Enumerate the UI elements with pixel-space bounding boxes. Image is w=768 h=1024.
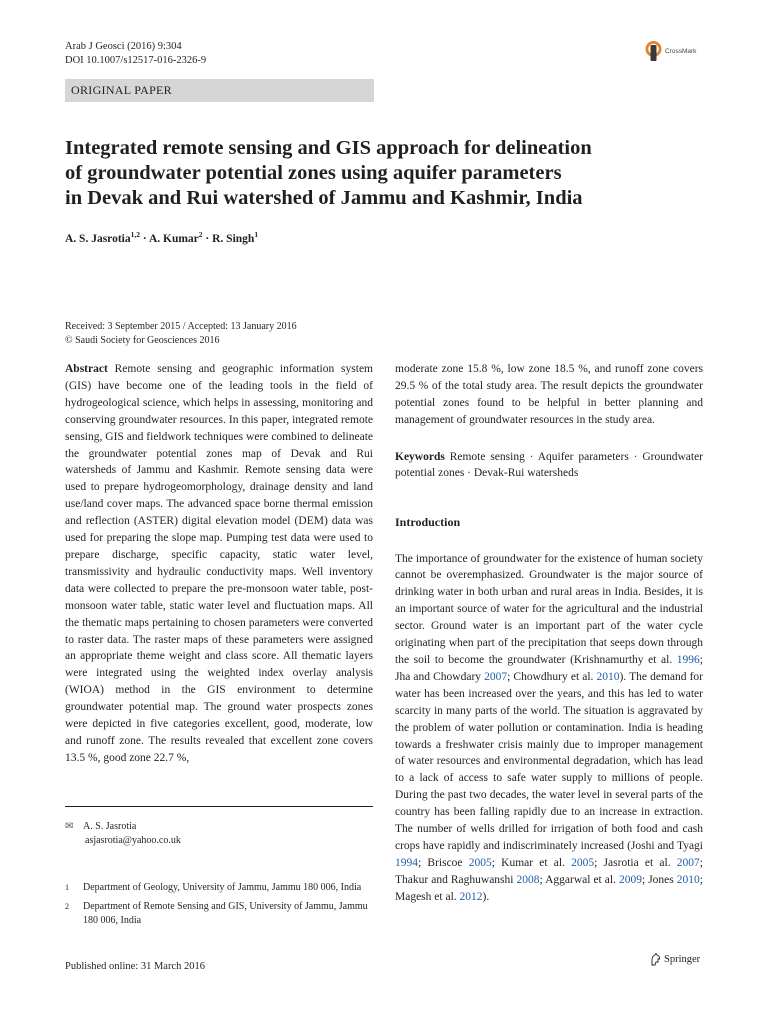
- citation-link[interactable]: 2007: [484, 670, 508, 683]
- introduction-paragraph: [395, 551, 703, 906]
- intro-text: ; Jasrotia et al.: [594, 856, 677, 869]
- author-jasrotia[interactable]: A. S. Jasrotia: [65, 232, 131, 245]
- citation-link[interactable]: 2008: [516, 873, 540, 886]
- crossmark-icon: [645, 40, 662, 62]
- abstract-continued: moderate zone 15.8 %, low zone 18.5 %, and runoff zone covers 29.5 % of the total study area. The result depicts the groundwater potential zones found to be helpful in better planning and management of groundwater resources in the study area.: [395, 363, 703, 426]
- contact-name: A. S. Jasrotia: [83, 821, 137, 832]
- introduction-heading: Introduction: [395, 514, 461, 529]
- author-affiliation-marker: 2: [198, 230, 203, 239]
- affiliation-number: 2: [65, 902, 69, 911]
- affiliation-2: [65, 900, 375, 928]
- intro-text: ). The demand for water has been increased over the years, and this has led to water scarcity in many parts of the world. The situation is aggravated by the problem of water pollution or contamination. India is heading towards a freshwater crisis mainly due to improper management of water resources and environmental degradation, which has lead to a lack of access to safe water supply to millions of people. During the past two decades, the water level in several parts of the country has been falling rapidly due to an increase in extraction. The number of wells drilled for irrigation of both food and cash crops have rapidly and indiscriminately increased (Joshi and Tyagi: [395, 670, 703, 852]
- intro-text: ).: [482, 890, 490, 903]
- intro-text: ; Thakur and Raghuwanshi: [395, 856, 703, 886]
- affiliation-text: Department of Geology, University of Jammu, Jammu 180 006, India: [83, 882, 362, 893]
- article-title: [65, 136, 695, 211]
- doi[interactable]: DOI 10.1007/s12517-016-2326-9: [65, 55, 207, 66]
- citation-link[interactable]: 2010: [676, 873, 700, 886]
- crossmark-label: CrossMark: [665, 47, 697, 55]
- author-kumar[interactable]: A. Kumar: [148, 232, 199, 245]
- corresponding-author: [65, 820, 181, 848]
- abstract-text: Remote sensing and geographic information system (GIS) have become one of the leading tools in the field of hydrogeological science, which helps in assessing, monitoring and conserving groundwater resources. In this paper, integrated remote sensing, GIS and fieldwork techniques were combined to delineate the groundwater potential zones map of Devak and Rui watersheds of Jammu and Kashmir. Remote sensing data were used to prepare hydrogeomorphology, drainage density and land use/land cover maps. The advanced space borne thermal emission and reflection (ASTER) digital elevation model (DEM) data was used for preparing the slope map. Pumping test data were used to prepare discharge, specific capacity, static water level, transmissivity and hydraulic conductivity maps. Well inventory data were collected to prepare the pre-monsoon water table, post-monsoon water table, static water level and fluctuation maps. All the thematic maps pertaining to chosen parameters were converted to raster data. The raster maps of these parameters were assigned an appropriate theme weight and class score. All thematic layers were integrated using the weighted index overlay analysis (WIOA) method in the GIS environment to determine groundwater potential map. The ground water prospects zones were depicted in five categories excellent, good, moderate, low and runoff zone. The results revealed that excellent zone covers 13.5 %, good zone 22.7 %,: [65, 363, 374, 764]
- intro-text: The importance of groundwater for the existence of human society cannot be overemphasized. Groundwater is the major source of drinking water in both urban and rural areas in India. Besides, it is an important source of water for the agricultural and the industrial sector. Ground water is an important part of the water cycle originating when part of the precipitation that seeps down through the soil to become the groundwater (Krishnamurthy et al.: [395, 552, 703, 666]
- crossmark-badge[interactable]: [645, 40, 696, 62]
- intro-text: ; Aggarwal et al.: [539, 873, 619, 886]
- title-line-2: of groundwater potential zones using aquifer parameters: [65, 162, 562, 184]
- citation-link[interactable]: 1994: [395, 856, 418, 869]
- affiliation-number: 1: [65, 883, 69, 892]
- abstract: [65, 361, 373, 767]
- citation-link[interactable]: 1996: [676, 653, 700, 666]
- published-date: Published online: 31 March 2016: [65, 961, 205, 972]
- citation-link[interactable]: 2010: [596, 670, 620, 683]
- keywords-text: Remote sensing · Aquifer parameters · Groundwater potential zones · Devak-Rui watersheds: [395, 450, 704, 479]
- title-line-1: Integrated remote sensing and GIS approach for delineation: [65, 137, 592, 159]
- intro-text: ; Jha and Chowdary: [395, 653, 703, 683]
- keywords-label: Keywords: [395, 450, 445, 463]
- publisher-logo: [650, 953, 700, 966]
- author-affiliation-marker: 1: [254, 230, 259, 239]
- abstract-label: Abstract: [65, 363, 108, 375]
- author-singh[interactable]: R. Singh: [212, 232, 255, 245]
- intro-text: ; Chowdhury et al.: [507, 670, 597, 683]
- journal-citation: Arab J Geosci (2016) 9:304: [65, 41, 182, 52]
- citation-link[interactable]: 2005: [468, 856, 492, 869]
- citation-link[interactable]: 2012: [459, 890, 483, 903]
- right-column: [395, 361, 703, 906]
- keywords: [395, 449, 703, 481]
- contact-email[interactable]: asjasrotia@yahoo.co.uk: [85, 835, 181, 846]
- citation-link[interactable]: 2007: [676, 856, 700, 869]
- author-affiliation-marker: 1,2: [130, 230, 140, 239]
- affiliation-text: Department of Remote Sensing and GIS, University of Jammu, Jammu 180 006, India: [83, 901, 368, 926]
- paper-type-banner: ORIGINAL PAPER: [65, 79, 374, 102]
- intro-text: ; Jones: [641, 873, 677, 886]
- envelope-icon: ✉: [65, 821, 74, 832]
- intro-text: ; Magesh et al.: [395, 873, 703, 903]
- left-column: [65, 361, 373, 767]
- title-line-3: in Devak and Rui watershed of Jammu and Kashmir, India: [65, 187, 583, 209]
- author-separator: ·: [202, 232, 213, 245]
- citation-link[interactable]: 2009: [618, 873, 642, 886]
- article-dates: [65, 320, 297, 348]
- footnote-divider: [65, 806, 373, 807]
- affiliation-1: [65, 881, 375, 895]
- author-list: [65, 230, 258, 245]
- author-separator: ·: [139, 232, 149, 245]
- intro-text: ; Briscoe: [418, 856, 469, 869]
- publisher-name: Springer: [664, 954, 701, 965]
- intro-text: ; Kumar et al.: [491, 856, 572, 869]
- citation-link[interactable]: 2005: [571, 856, 595, 869]
- received-accepted: Received: 3 September 2015 / Accepted: 13 January 2016: [65, 321, 297, 332]
- copyright: © Saudi Society for Geosciences 2016: [65, 335, 220, 346]
- journal-meta: [65, 40, 206, 68]
- springer-horse-icon: [650, 953, 661, 966]
